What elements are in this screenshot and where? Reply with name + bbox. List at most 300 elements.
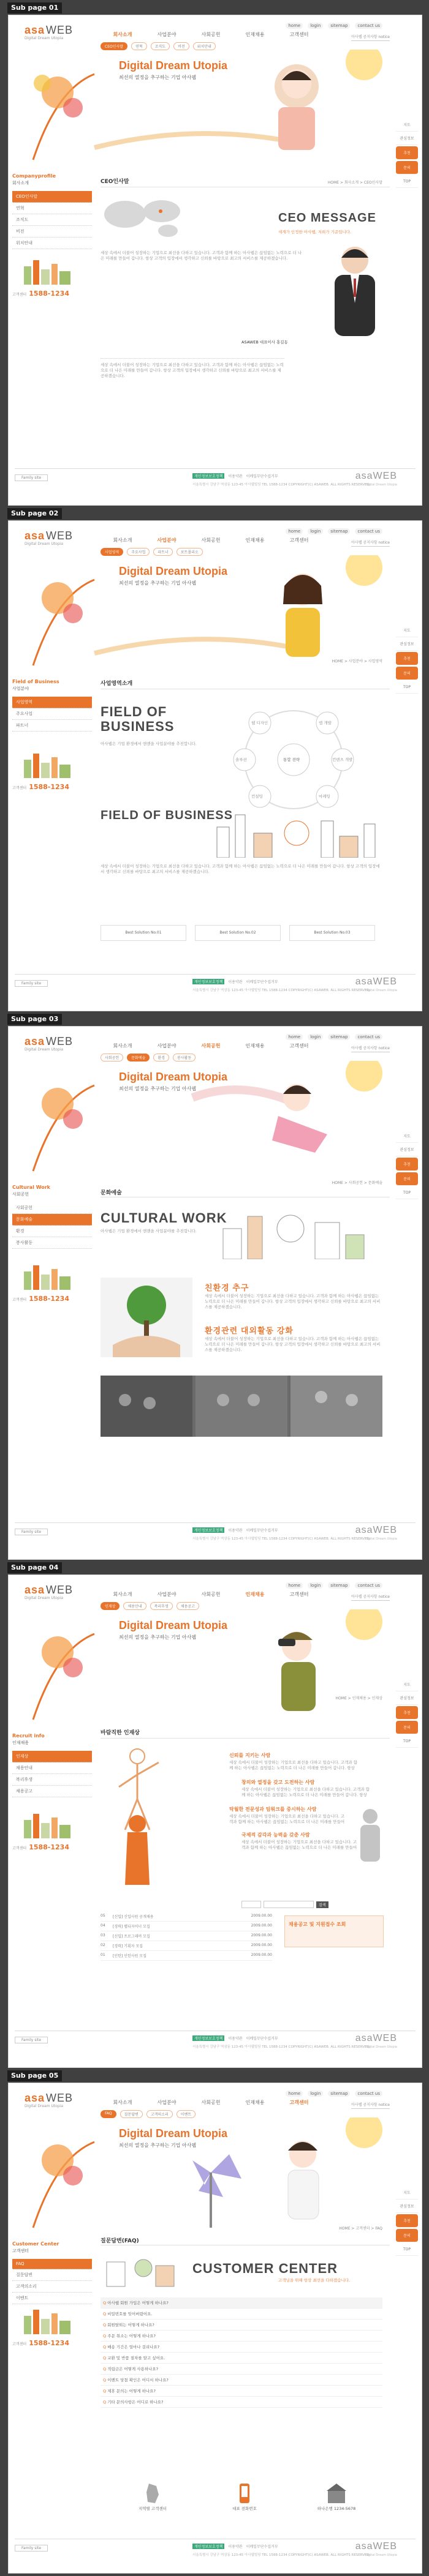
- logo[interactable]: asa WEB: [25, 24, 74, 36]
- phone-number: 고객센터 1588-1234: [12, 783, 69, 791]
- subnav-item[interactable]: 파트너: [153, 548, 172, 556]
- hero-subtitle: 최선의 열정을 추구하는 기업 아사웹: [119, 75, 197, 80]
- recruit-banner[interactable]: [284, 1915, 384, 1947]
- faq-item[interactable]: Q 이벤트 당첨 확인은 어디서 하나요?: [101, 2375, 382, 2386]
- nav-recruit[interactable]: 인재채용: [245, 32, 265, 37]
- family-site-select[interactable]: Family site: [15, 2037, 48, 2043]
- subnav-item[interactable]: 환경: [153, 1054, 169, 1061]
- subnav-item[interactable]: 조직도: [151, 42, 170, 50]
- tree-hands-photo: [101, 1278, 192, 1357]
- subnav-item[interactable]: FAQ: [101, 2110, 116, 2118]
- search-input[interactable]: [264, 1901, 314, 1908]
- talent-item: 창의와 열정을 갖고 도전하는 사람: [241, 1780, 315, 1785]
- sitemap-link[interactable]: sitemap: [328, 2091, 350, 2097]
- hero-subtitle: 최선의 열정을 추구하는 기업 아사웹: [119, 580, 197, 586]
- table-row[interactable]: 01 [인턴] 인턴사원 모집 2009.00.00: [101, 1951, 272, 1961]
- left-menu-item[interactable]: 복리후생: [12, 1774, 92, 1786]
- footer-links: [192, 1527, 278, 1533]
- notice-bar[interactable]: 아사웹 공지사항 notice: [351, 34, 390, 41]
- login-link[interactable]: login: [308, 1582, 323, 1589]
- family-site-select[interactable]: Family site: [15, 1529, 48, 1535]
- left-menu: [12, 697, 92, 732]
- left-menu-item[interactable]: 채용공고: [12, 1786, 92, 1797]
- bank-icon: [324, 2481, 349, 2506]
- quick-item[interactable]: 문의: [396, 1721, 418, 1734]
- main-nav: [101, 537, 321, 544]
- subnav-item[interactable]: 복리후생: [150, 1602, 173, 1610]
- contact-link[interactable]: contact us: [355, 1034, 382, 1040]
- left-menu-item[interactable]: 채용안내: [12, 1762, 92, 1774]
- subnav-item[interactable]: 고객의소리: [146, 2110, 173, 2118]
- quick-item[interactable]: 추천: [396, 146, 418, 160]
- logo[interactable]: asa WEB: [25, 2092, 74, 2104]
- phone-number: 고객센터 1588-1234: [12, 2339, 69, 2347]
- table-row[interactable]: 05 [신입] 신입사원 공개채용 2009.00.00: [101, 1912, 272, 1922]
- privacy-link[interactable]: 개인정보보호정책: [192, 1527, 224, 1533]
- copyright: 서울특별시 강남구 역삼동 123-45 아사웹빌딩 TEL 1588-1234 COPYRIGHT(C) ASAWEB. ALL RIGHTS RESERVED.: [192, 989, 371, 992]
- footer-divider: [15, 974, 416, 975]
- business-title: FIELD OF BUSINESS: [101, 704, 175, 734]
- privacy-link[interactable]: 개인정보보호정책: [192, 979, 224, 984]
- footer-logo-sub: Digital Dream Utopia: [365, 1537, 397, 1541]
- town-illustration: [211, 809, 382, 858]
- subnav-item[interactable]: 봉사활동: [173, 1054, 196, 1061]
- quick-item[interactable]: 관심정보: [396, 1143, 418, 1156]
- table-row[interactable]: 03 [신입] 프로그래머 모집 2009.00.00: [101, 1931, 272, 1941]
- hero-title: Digital Dream Utopia: [119, 565, 228, 577]
- terms-link[interactable]: 이용약관: [228, 2037, 243, 2041]
- customer-sketch: [101, 2250, 180, 2293]
- cultural-work-title: CULTURAL WORK: [101, 1210, 227, 1226]
- quick-item[interactable]: 지도: [396, 1678, 418, 1691]
- contact-label: 하나은행 1234-5678: [317, 2506, 356, 2511]
- faq-item[interactable]: Q 제휴 문의는 어떻게 하나요?: [101, 2386, 382, 2397]
- recruit-banner-text: 채용공고 및 지원접수 조회: [289, 1922, 346, 1927]
- copyright: 서울특별시 강남구 역삼동 123-45 아사웹빌딩 TEL 1588-1234 COPYRIGHT(C) ASAWEB. ALL RIGHTS RESERVED.: [192, 2045, 371, 2049]
- family-site-select[interactable]: Family site: [15, 980, 48, 987]
- left-menu-item[interactable]: 위치안내: [12, 238, 92, 249]
- quick-item[interactable]: 지도: [396, 624, 418, 637]
- faq-item[interactable]: Q 배송 기간은 얼마나 걸리나요?: [101, 2342, 382, 2353]
- left-menu: [12, 191, 92, 249]
- quick-top[interactable]: TOP: [396, 176, 418, 188]
- nav-recruit[interactable]: 인재채용: [245, 537, 265, 543]
- table-row[interactable]: 04 [경력] 웹디자이너 모집 2009.00.00: [101, 1922, 272, 1931]
- table-row[interactable]: 02 [경력] 기획자 모집 2009.00.00: [101, 1941, 272, 1951]
- quick-menu: [396, 2186, 418, 2256]
- left-menu-item[interactable]: FAQ: [12, 2259, 92, 2269]
- quick-top[interactable]: TOP: [396, 1735, 418, 1748]
- subnav-item[interactable]: 연혁: [131, 42, 147, 50]
- nav-company[interactable]: 회사소개: [113, 537, 132, 543]
- footer-logo-sub: Digital Dream Utopia: [365, 2553, 397, 2557]
- nav-social[interactable]: 사회공헌: [201, 32, 221, 37]
- left-menu-box: [12, 173, 92, 249]
- quick-item[interactable]: 관심정보: [396, 132, 418, 145]
- business-body: 세상 속에서 더불어 성장하는 기업으로 최선을 다하고 있습니다. 고객과 함께 하는 아사웹은 끊임없는 노력으로 더 나은 미래를 만들어 갑니다. 항상 고객의 입장에서 생각하고 신뢰를 바탕으로 최고의 서비스를 제공하겠습니다.: [101, 864, 380, 874]
- subnav-item[interactable]: 주요사업: [127, 548, 150, 556]
- left-menu-item[interactable]: 고객의소리: [12, 2281, 92, 2293]
- hero-subtitle: 최선의 열정을 추구하는 기업 아사웹: [119, 2143, 197, 2148]
- quick-item[interactable]: 문의: [396, 2229, 418, 2242]
- city-illustration: [21, 260, 76, 285]
- quick-item[interactable]: 관심정보: [396, 1691, 418, 1705]
- ceo-body: 세상 속에서 더불어 성장하는 기업으로 최선을 다하고 있습니다. 고객과 함께 하는 아사웹은 끊임없는 노력으로 더 나은 미래를 만들어 갑니다. 항상 고객의 입장에서 생각하고 신뢰를 바탕으로 최고의 서비스를 제공하겠습니다.: [101, 250, 302, 261]
- quick-item[interactable]: 문의: [396, 1172, 418, 1186]
- quick-menu: [396, 1678, 418, 1748]
- cultural-lead: 아사웹은 기업 환경에서 앤젠을 사업분야를 추진합니다.: [101, 1229, 197, 1234]
- nav-company[interactable]: 회사소개: [113, 1592, 132, 1597]
- email-policy-link[interactable]: 이메일무단수집거부: [246, 474, 278, 479]
- section-tag-2: Sub page 02: [7, 508, 62, 519]
- nav-customer[interactable]: 고객센터: [289, 537, 309, 543]
- quick-item[interactable]: 지도: [396, 118, 418, 132]
- left-subtitle: 사업분야: [12, 686, 29, 691]
- content-title: 문화예술: [101, 1190, 122, 1196]
- logo[interactable]: asa WEB: [25, 1584, 74, 1596]
- contact-link[interactable]: contact us: [355, 528, 382, 534]
- home-link[interactable]: home: [286, 1034, 303, 1040]
- nav-customer[interactable]: 고객센터: [289, 1043, 309, 1049]
- contact-link[interactable]: contact us: [355, 1582, 382, 1589]
- hero-title: Digital Dream Utopia: [119, 1071, 228, 1083]
- left-menu-item[interactable]: 문화예술: [12, 1214, 92, 1226]
- nav-business[interactable]: 사업분야: [157, 32, 177, 37]
- left-menu-item[interactable]: 환경: [12, 1226, 92, 1237]
- contact-box: [303, 2481, 370, 2511]
- footer-links: [192, 473, 278, 479]
- hero-subtitle: 최선의 열정을 추구하는 기업 아사웹: [119, 1086, 197, 1091]
- section-tag-5: Sub page 05: [7, 2070, 62, 2081]
- left-menu-item[interactable]: 이벤트: [12, 2293, 92, 2304]
- city-illustration: [21, 1814, 76, 1838]
- subnav-item[interactable]: 채용공고: [177, 1602, 199, 1610]
- email-policy-link[interactable]: 이메일무단수집거부: [246, 2545, 278, 2549]
- subnav-item[interactable]: 문화예술: [127, 1054, 150, 1061]
- left-menu-item[interactable]: 조직도: [12, 214, 92, 226]
- faq-item[interactable]: Q 교환 및 반품 절차를 알고 싶어요.: [101, 2353, 382, 2364]
- notice-bar[interactable]: 아사웹 공지사항 notice: [351, 1593, 390, 1601]
- nav-business[interactable]: 사업분야: [157, 1043, 177, 1049]
- email-policy-link[interactable]: 이메일무단수집거부: [246, 1529, 278, 1533]
- contact-label: 대표 전화번호: [232, 2506, 257, 2511]
- sitemap-link[interactable]: sitemap: [328, 1582, 350, 1589]
- left-menu-item[interactable]: 주요사업: [12, 708, 92, 720]
- footer-logo-sub: Digital Dream Utopia: [365, 2045, 397, 2049]
- faq-item[interactable]: Q 회원탈퇴는 어떻게 하나요?: [101, 2320, 382, 2331]
- footer-logo-sub: Digital Dream Utopia: [365, 483, 397, 487]
- solution-card[interactable]: Best Solution No.03: [289, 925, 375, 941]
- notice-bar[interactable]: 아사웹 공지사항 notice: [351, 539, 390, 547]
- ceo-message-title: CEO MESSAGE: [278, 211, 376, 225]
- logo-tagline: Digital Dream Utopia: [25, 2104, 64, 2108]
- left-title: Cultural Work: [12, 1185, 50, 1190]
- hero-title: Digital Dream Utopia: [119, 2127, 228, 2140]
- left-menu-item[interactable]: CEO인사말: [12, 191, 92, 203]
- left-subtitle: 고객센터: [12, 2248, 29, 2253]
- privacy-link[interactable]: 개인정보보호정책: [192, 473, 224, 479]
- left-menu-item[interactable]: 사업영역: [12, 697, 92, 708]
- divider: [101, 1738, 390, 1739]
- left-menu-item[interactable]: 인재상: [12, 1751, 92, 1762]
- contact-link[interactable]: contact us: [355, 23, 382, 29]
- subnav-item[interactable]: 사회공헌: [101, 1054, 123, 1061]
- footer-links: [192, 979, 278, 984]
- notice-bar[interactable]: 아사웹 공지사항 notice: [351, 2102, 390, 2109]
- diagram-node: 솔루션: [235, 757, 247, 762]
- talent-item: 탁월한 전문성과 팀워크를 중시하는 사람: [229, 1807, 317, 1812]
- faq-item[interactable]: Q 기타 문의사항은 어디로 하나요?: [101, 2397, 382, 2408]
- quick-item[interactable]: 관심정보: [396, 637, 418, 651]
- business-illustration-title: FIELD OF BUSINESS: [101, 809, 233, 822]
- footer-divider: [15, 1522, 416, 1523]
- nav-recruit[interactable]: 인재채용: [245, 1043, 265, 1049]
- diagram-node: 컨텐츠 개발: [332, 757, 353, 762]
- footer-links: [192, 2035, 278, 2041]
- nav-company[interactable]: 회사소개: [113, 2100, 132, 2105]
- quick-item[interactable]: 추천: [396, 2214, 418, 2228]
- home-link[interactable]: home: [286, 23, 303, 29]
- nav-company[interactable]: 회사소개: [113, 32, 132, 37]
- nav-social[interactable]: 사회공헌: [201, 2100, 221, 2105]
- left-subtitle: 인재채용: [12, 1740, 29, 1745]
- home-link[interactable]: home: [286, 2091, 303, 2097]
- email-policy-link[interactable]: 이메일무단수집거부: [246, 980, 278, 984]
- section-tag-4: Sub page 04: [7, 1562, 62, 1573]
- quick-item[interactable]: 지도: [396, 1129, 418, 1143]
- business-lead: 아사웹은 기업 환경에서 앤젠을 사업분야를 추진합니다.: [101, 741, 197, 746]
- contact-boxes: [119, 2481, 370, 2511]
- subnav-item[interactable]: 이벤트: [177, 2110, 196, 2118]
- subnav-item[interactable]: 비전: [173, 42, 189, 50]
- privacy-link[interactable]: 개인정보보호정책: [192, 2544, 224, 2549]
- contact-box: [119, 2481, 186, 2511]
- talent-desc: 세상 속에서 더불어 성장하는 기업으로 최선을 다하고 있습니다. 고객과 함께 하는 아사웹은 끊임없는 노력으로 더 나은 미래를 만들어 갑니다. 항상: [241, 1787, 370, 1797]
- family-site-select[interactable]: Family site: [15, 2545, 48, 2552]
- hero-title: Digital Dream Utopia: [119, 59, 228, 72]
- quick-top[interactable]: TOP: [396, 681, 418, 694]
- left-title: Field of Business: [12, 679, 59, 684]
- subnav-item[interactable]: 위치안내: [193, 42, 216, 50]
- subnav-item[interactable]: 질문답변: [120, 2110, 143, 2118]
- quick-item[interactable]: 추천: [396, 1706, 418, 1720]
- footer-logo: asaWEB: [355, 2541, 397, 2552]
- talent-item: 신뢰를 지키는 사람: [229, 1753, 271, 1758]
- section-tag-1: Sub page 01: [7, 2, 62, 13]
- left-menu-box: [12, 1185, 92, 1249]
- talent-desc: 세상 속에서 더불어 성장하는 기업으로 최선을 다하고 있습니다. 고객과 함께 하는 아사웹은 끊임없는 노력으로 더 나은 미래를 만들어 갑니다. 항상: [229, 1760, 358, 1770]
- login-link[interactable]: login: [308, 1034, 323, 1040]
- section-tag-3: Sub page 03: [7, 1014, 62, 1025]
- contact-label: 지역별 고객센터: [138, 2506, 167, 2511]
- terms-link[interactable]: 이용약관: [228, 2545, 243, 2549]
- notice-bar[interactable]: 아사웹 공지사항 notice: [351, 1045, 390, 1052]
- privacy-link[interactable]: 개인정보보호정책: [192, 2035, 224, 2041]
- ceo-sign: ASAWEB 대표이사 홍길동: [241, 340, 288, 345]
- subpage-01: [8, 15, 422, 506]
- nav-recruit[interactable]: 인재채용: [245, 1592, 265, 1597]
- content-title: 바람직한 인재상: [101, 1730, 140, 1736]
- customer-lead: 고객님을 위해 항상 최선을 다하겠습니다.: [278, 2278, 351, 2283]
- crowd-photo-strip: [101, 1376, 382, 1437]
- subnav-item[interactable]: 채용안내: [123, 1602, 146, 1610]
- footer-logo: asaWEB: [355, 1525, 397, 1535]
- left-menu: [12, 2259, 92, 2304]
- sitemap-link[interactable]: sitemap: [328, 528, 350, 534]
- phone-number: 고객센터 1588-1234: [12, 1843, 69, 1851]
- main-nav: [101, 2099, 321, 2106]
- footer-logo: asaWEB: [355, 2033, 397, 2043]
- left-menu-box: [12, 1733, 92, 1797]
- footer-divider: [15, 468, 416, 469]
- logo-tagline: Digital Dream Utopia: [25, 1047, 64, 1052]
- left-menu: [12, 1202, 92, 1249]
- logo[interactable]: asa WEB: [25, 1035, 74, 1047]
- copyright: 서울특별시 강남구 역삼동 123-45 아사웹빌딩 TEL 1588-1234 COPYRIGHT(C) ASAWEB. ALL RIGHTS RESERVED.: [192, 483, 371, 487]
- login-link[interactable]: login: [308, 23, 323, 29]
- subnav-item[interactable]: 사업영역: [101, 548, 123, 556]
- faq-list: [101, 2297, 382, 2408]
- left-menu-item[interactable]: 질문답변: [12, 2269, 92, 2281]
- footer-logo-sub: Digital Dream Utopia: [365, 989, 397, 992]
- subnav-item[interactable]: 포트폴리오: [177, 548, 203, 556]
- diagram-node: 마케팅: [319, 794, 330, 799]
- nav-recruit[interactable]: 인재채용: [245, 2100, 265, 2105]
- terms-link[interactable]: 이용약관: [228, 474, 243, 479]
- home-link[interactable]: home: [286, 528, 303, 534]
- ceo-photo: [321, 236, 389, 346]
- solution-card[interactable]: Best Solution No.01: [101, 925, 186, 941]
- left-menu-box: [12, 679, 92, 732]
- faq-item[interactable]: Q 적립금은 어떻게 사용하나요?: [101, 2364, 382, 2375]
- left-subtitle: 사회공헌: [12, 1192, 29, 1197]
- quick-item[interactable]: 지도: [396, 2186, 418, 2200]
- left-menu-item[interactable]: 비전: [12, 226, 92, 238]
- env-heading: 환경관련 대외활동 강화: [205, 1326, 294, 1335]
- quick-top[interactable]: TOP: [396, 1187, 418, 1199]
- customer-center-title: CUSTOMER CENTER: [192, 2261, 338, 2276]
- left-menu-item[interactable]: 파트너: [12, 720, 92, 732]
- top-links: [286, 1034, 382, 1040]
- subpage-03: [8, 1026, 422, 1560]
- breadcrumb: HOME > 사회공헌 > 문화예술: [332, 1181, 382, 1185]
- footer-logo: asaWEB: [355, 976, 397, 987]
- diagram-node: 웹 디자인: [251, 721, 268, 725]
- left-title: Customer Center: [12, 2241, 59, 2247]
- footer-logo: asaWEB: [355, 471, 397, 481]
- nav-social[interactable]: 사회공헌: [201, 1592, 221, 1597]
- contact-box: [211, 2481, 278, 2511]
- quick-item[interactable]: 관심정보: [396, 2200, 418, 2213]
- quick-menu: [396, 118, 418, 188]
- logo[interactable]: asa WEB: [25, 530, 74, 542]
- nav-company[interactable]: 회사소개: [113, 1043, 132, 1049]
- footer-links: [192, 2544, 278, 2549]
- left-subtitle: 회사소개: [12, 181, 29, 185]
- search-button[interactable]: 검색: [316, 1901, 328, 1908]
- terms-link[interactable]: 이용약관: [228, 980, 243, 984]
- top-links: [286, 2091, 382, 2097]
- recruit-search: [241, 1901, 328, 1908]
- talent-desc: 세상 속에서 더불어 성장하는 기업으로 최선을 다하고 있습니다. 고객과 함께 하는 아사웹은 끊임없는 노력으로 더 나은 미래를 만들어: [229, 1814, 345, 1824]
- nav-social[interactable]: 사회공헌: [201, 1043, 221, 1049]
- breadcrumb: HOME > 고객센터 > FAQ: [339, 2226, 382, 2231]
- faq-item[interactable]: Q 비밀번호를 잊어버렸어요.: [101, 2308, 382, 2320]
- quick-menu: [396, 1129, 418, 1199]
- contact-link[interactable]: contact us: [355, 2091, 382, 2097]
- recruit-table: [101, 1912, 272, 1961]
- family-site-select[interactable]: Family site: [15, 474, 48, 481]
- left-menu-item[interactable]: 봉사활동: [12, 1237, 92, 1249]
- left-title: Recruit info: [12, 1733, 45, 1739]
- copyright: 서울특별시 강남구 역삼동 123-45 아사웹빌딩 TEL 1588-1234 COPYRIGHT(C) ASAWEB. ALL RIGHTS RESERVED.: [192, 2553, 371, 2557]
- korea-map-icon: [140, 2481, 165, 2506]
- sitemap-link[interactable]: sitemap: [328, 1034, 350, 1040]
- quick-top[interactable]: TOP: [396, 2244, 418, 2256]
- phone-icon: [232, 2481, 257, 2506]
- left-menu-box: [12, 2241, 92, 2304]
- subnav-item[interactable]: 인재상: [101, 1602, 120, 1610]
- nav-business[interactable]: 사업분야: [157, 537, 177, 543]
- search-select[interactable]: [241, 1901, 261, 1908]
- login-link[interactable]: login: [308, 528, 323, 534]
- faq-item[interactable]: Q 아사웹 회원 가입은 어떻게 하나요?: [101, 2297, 382, 2308]
- sitemap-link[interactable]: sitemap: [328, 23, 350, 29]
- left-menu-item[interactable]: 연혁: [12, 203, 92, 214]
- email-policy-link[interactable]: 이메일무단수집거부: [246, 2037, 278, 2041]
- gray-figure: [352, 1808, 389, 1869]
- hero-subtitle: 최선의 열정을 추구하는 기업 아사웹: [119, 1634, 197, 1640]
- content-title: 사업영역소개: [101, 681, 133, 687]
- diagram-node: 앱 개발: [319, 721, 332, 725]
- content-title: CEO인사말: [101, 179, 129, 185]
- home-link[interactable]: home: [286, 1582, 303, 1589]
- nav-social[interactable]: 사회공헌: [201, 537, 221, 543]
- eco-heading: 친환경 추구: [205, 1283, 249, 1292]
- logo-tagline: Digital Dream Utopia: [25, 1596, 64, 1600]
- ceo-history: 세상 속에서 더불어 성장하는 기업으로 최선을 다하고 있습니다. 고객과 함께 하는 아사웹은 끊임없는 노력으로 더 나은 미래를 만들어 갑니다. 항상 고객의 입장에서 생각하고 신뢰를 바탕으로 최고의 서비스를 제공하겠습니다.: [101, 358, 284, 405]
- nav-customer[interactable]: 고객센터: [289, 2100, 309, 2105]
- breadcrumb: HOME > 사업분야 > 사업영역: [332, 659, 382, 664]
- quick-menu: [396, 624, 418, 694]
- talent-desc: 세상 속에서 더불어 성장하는 기업으로 최선을 다하고 있습니다. 고객과 함께 하는 아사웹은 끊임없는 노력으로 더 나은 미래를 만들어: [241, 1840, 357, 1850]
- phone-number: 고객센터 1588-1234: [12, 1295, 69, 1303]
- quick-item[interactable]: 문의: [396, 667, 418, 680]
- nav-business[interactable]: 사업분야: [157, 1592, 177, 1597]
- nav-business[interactable]: 사업분야: [157, 2100, 177, 2105]
- terms-link[interactable]: 이용약관: [228, 1529, 243, 1533]
- subnav-item[interactable]: CEO인사말: [101, 42, 127, 50]
- left-title: Companyprofile: [12, 173, 56, 179]
- world-map: [101, 193, 186, 242]
- solution-card[interactable]: Best Solution No.02: [195, 925, 281, 941]
- city-illustration: [21, 754, 76, 778]
- nav-customer[interactable]: 고객센터: [289, 1592, 309, 1597]
- faq-item[interactable]: Q 주문 취소는 어떻게 하나요?: [101, 2331, 382, 2342]
- quick-item[interactable]: 문의: [396, 161, 418, 174]
- quick-item[interactable]: 추천: [396, 1158, 418, 1171]
- top-links: [286, 23, 382, 29]
- left-menu-item[interactable]: 사회공헌: [12, 1202, 92, 1214]
- eco-body: 세상 속에서 더불어 성장하는 기업으로 최선을 다하고 있습니다. 고객과 함께 하는 아사웹은 끊임없는 노력으로 더 나은 미래를 만들어 갑니다. 항상 고객의 입장에서 생각하고 신뢰를 바탕으로 최고의 서비스를 제공하겠습니다.: [205, 1294, 381, 1309]
- talent-item: 국제적 감각과 능력을 갖춘 사람: [241, 1832, 310, 1838]
- logo-tagline: Digital Dream Utopia: [25, 542, 64, 546]
- quick-item[interactable]: 추천: [396, 652, 418, 665]
- top-links: [286, 1582, 382, 1589]
- copyright: 서울특별시 강남구 역삼동 123-45 아사웹빌딩 TEL 1588-1234 COPYRIGHT(C) ASAWEB. ALL RIGHTS RESERVED.: [192, 1537, 371, 1541]
- login-link[interactable]: login: [308, 2091, 323, 2097]
- nav-customer[interactable]: 고객센터: [289, 32, 309, 37]
